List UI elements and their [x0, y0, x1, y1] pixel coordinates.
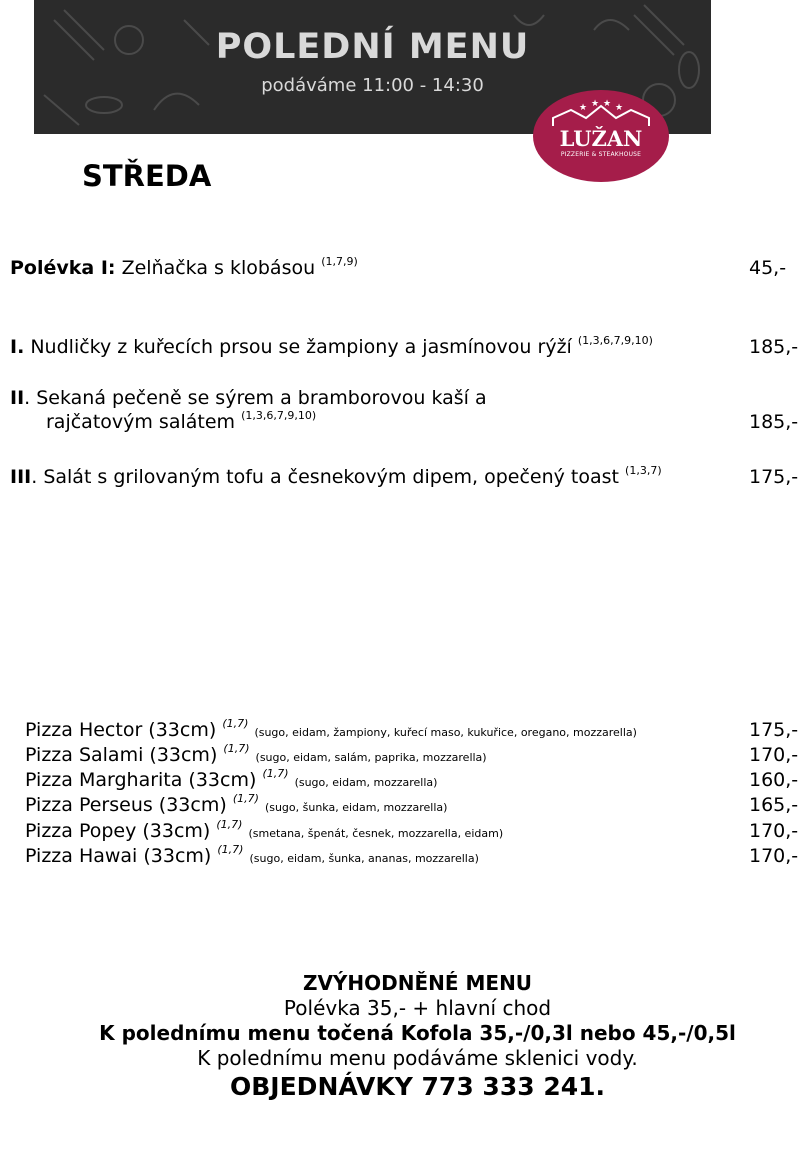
main-dish-text: Sekaná pečeně se sýrem a bramborovou kaší a	[36, 387, 487, 409]
main-dish-allergens: (1,3,6,7,9,10)	[241, 409, 317, 422]
pizza-row	[25, 769, 437, 791]
pizza-name: Pizza Hector (33cm)	[25, 719, 217, 741]
pizza-ingredients: (sugo, šunka, eidam, mozzarella)	[264, 801, 448, 814]
main-dish-price: 185,-	[749, 411, 799, 433]
soup-row	[10, 257, 358, 279]
combo-offer: Polévka 35,- + hlavní chod	[283, 996, 552, 1020]
pizza-ingredients: (smetana, špenát, česnek, mozzarella, eidam)	[248, 827, 504, 840]
kofola-offer: K polednímu menu točená Kofola 35,-/0,3l nebo 45,-/0,5l	[99, 1021, 736, 1045]
pizza-row	[25, 820, 503, 842]
main-dish-number: I.	[10, 336, 25, 358]
day-heading: STŘEDA	[82, 159, 212, 193]
restaurant-logo	[531, 88, 671, 184]
pizza-name: Pizza Popey (33cm)	[25, 820, 211, 842]
pizza-name: Pizza Hawai (33cm)	[25, 845, 212, 867]
main-dish-text: Nudličky z kuřecích prsou se žampiony a jasmínovou rýží	[30, 336, 572, 358]
pizza-allergens: (1,7)	[223, 742, 250, 755]
main-dish-row	[10, 387, 487, 409]
logo-subtitle: PIZZERIE & STEAKHOUSE	[560, 151, 642, 158]
main-dish-row	[10, 466, 662, 488]
pizza-name: Pizza Salami (33cm)	[25, 744, 218, 766]
pizza-price: 170,-	[749, 820, 799, 842]
pizza-allergens: (1,7)	[232, 792, 259, 805]
main-dish-number: III	[10, 466, 32, 488]
main-dish-price: 185,-	[749, 336, 799, 358]
main-dish-price: 175,-	[749, 466, 799, 488]
main-dish-allergens: (1,3,7)	[625, 464, 662, 477]
pizza-price: 165,-	[749, 794, 799, 816]
pizza-row	[25, 719, 637, 741]
pizza-row	[25, 744, 487, 766]
water-note: K polednímu menu podáváme sklenici vody.	[197, 1046, 638, 1070]
orders-phone: OBJEDNÁVKY 773 333 241.	[230, 1072, 605, 1101]
pizza-allergens: (1,7)	[262, 767, 289, 780]
special-menu-heading: ZVÝHODNĚNÉ MENU	[302, 971, 533, 995]
pizza-row	[25, 845, 479, 867]
main-dish-text: Salát s grilovaným tofu a česnekovým dipem, opečený toast	[43, 466, 619, 488]
soup-price: 45,-	[749, 257, 787, 279]
svg-text:★: ★	[591, 99, 600, 109]
pizza-ingredients: (sugo, eidam, mozzarella)	[294, 776, 438, 789]
logo-name: LUŽAN	[559, 126, 643, 151]
soup-allergens: (1,7,9)	[321, 255, 358, 268]
pizza-ingredients: (sugo, eidam, šunka, ananas, mozzarella)	[249, 852, 479, 865]
pizza-row	[25, 794, 447, 816]
menu-title: POLEDNÍ MENU	[215, 27, 530, 67]
serving-hours: podáváme 11:00 - 14:30	[261, 75, 484, 96]
svg-text:★: ★	[603, 99, 612, 109]
main-dish-allergens: (1,3,6,7,9,10)	[577, 334, 653, 347]
main-dish-row	[10, 336, 653, 358]
svg-text:★: ★	[579, 103, 588, 113]
pizza-ingredients: (sugo, eidam, žampiony, kuřecí maso, kukuřice, oregano, mozzarella)	[254, 726, 637, 739]
pizza-allergens: (1,7)	[216, 818, 243, 831]
main-dish-separator: .	[31, 466, 38, 488]
pizza-allergens: (1,7)	[217, 843, 244, 856]
pizza-price: 175,-	[749, 719, 799, 741]
pizza-price: 170,-	[749, 744, 799, 766]
pizza-name: Pizza Margharita (33cm)	[25, 769, 257, 791]
main-dish-row-continued	[46, 411, 316, 433]
svg-text:★: ★	[615, 103, 624, 113]
pizza-price: 160,-	[749, 769, 799, 791]
main-dish-text-line2: rajčatovým salátem	[46, 411, 236, 433]
pizza-price: 170,-	[749, 845, 799, 867]
soup-label: Polévka I:	[10, 257, 116, 279]
main-dish-number: II	[10, 387, 25, 409]
pizza-ingredients: (sugo, eidam, salám, paprika, mozzarella)	[255, 751, 487, 764]
pizza-name: Pizza Perseus (33cm)	[25, 794, 227, 816]
pizza-allergens: (1,7)	[222, 717, 249, 730]
soup-name: Zelňačka s klobásou	[121, 257, 316, 279]
main-dish-separator: .	[24, 387, 31, 409]
